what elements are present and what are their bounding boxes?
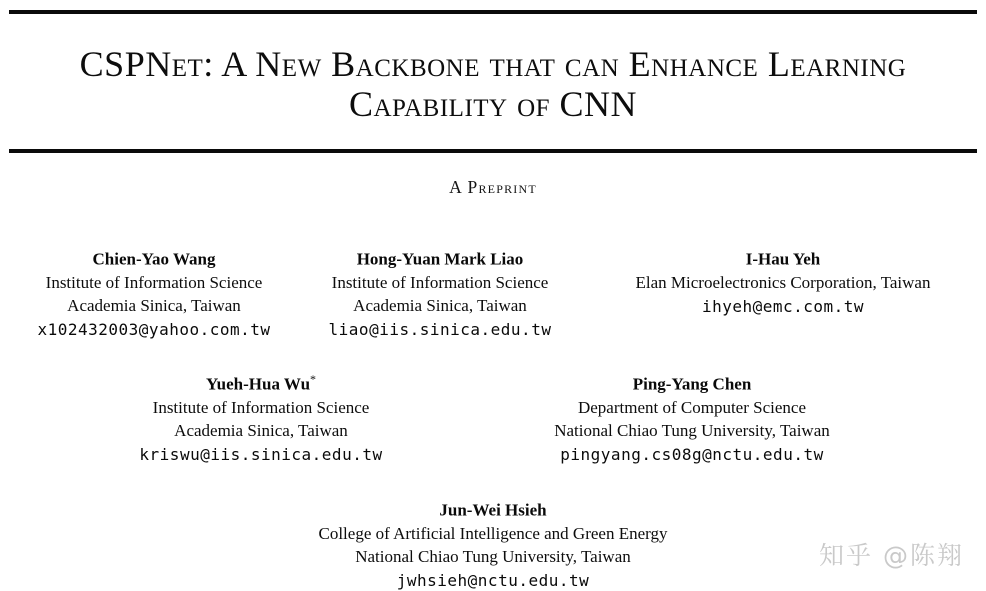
author-block <box>502 368 882 466</box>
author-name <box>593 243 973 271</box>
author-name-text: Hong-Yuan Mark Liao <box>356 249 524 269</box>
author-affiliation: National Chiao Tung University, Taiwan <box>554 420 830 440</box>
paper-title-line-1: CSPNet: A New Backbone that can Enhance Learning <box>79 44 907 84</box>
paper-title-line-2: Capability of CNN <box>348 84 638 124</box>
author-name <box>273 494 713 522</box>
author-name-text: Jun-Wei Hsieh <box>439 500 547 520</box>
author-email: liao@iis.sinica.edu.tw <box>328 319 552 339</box>
author-affiliation: National Chiao Tung University, Taiwan <box>355 546 631 566</box>
author-name-text: Chien-Yao Wang <box>92 249 216 269</box>
author-name <box>502 368 882 396</box>
top-horizontal-rule <box>9 10 977 14</box>
author-affiliation: Institute of Information Science <box>331 272 549 292</box>
author-name <box>101 368 421 396</box>
author-affiliation: Academia Sinica, Taiwan <box>67 295 241 315</box>
author-email: x102432003@yahoo.com.tw <box>37 319 271 339</box>
author-name <box>4 243 304 271</box>
author-email: kriswu@iis.sinica.edu.tw <box>139 444 383 464</box>
author-email: pingyang.cs08g@nctu.edu.tw <box>560 444 824 464</box>
paper-title <box>0 44 986 124</box>
authors-row-1 <box>0 243 986 337</box>
author-affiliation: Academia Sinica, Taiwan <box>353 295 527 315</box>
bottom-horizontal-rule <box>9 149 977 153</box>
author-affiliation: Institute of Information Science <box>152 397 370 417</box>
author-affiliation: Elan Microelectronics Corporation, Taiwan <box>635 272 931 292</box>
author-name-text: Ping-Yang Chen <box>632 374 752 394</box>
authors-row-2 <box>0 368 986 462</box>
zhihu-watermark: 知乎 @陈翔 <box>819 541 964 570</box>
author-block <box>4 243 304 341</box>
author-email: jwhsieh@nctu.edu.tw <box>396 570 590 590</box>
author-block <box>101 368 421 466</box>
author-affiliation: Department of Computer Science <box>577 397 806 417</box>
preprint-label: A Preprint <box>449 177 537 197</box>
author-name-text: I-Hau Yeh <box>745 249 821 269</box>
author-email: ihyeh@emc.com.tw <box>701 296 865 316</box>
author-affiliation: College of Artificial Intelligence and Green Energy <box>318 523 668 543</box>
author-name-text: Yueh-Hua Wu <box>205 374 311 394</box>
author-block <box>273 494 713 591</box>
author-block <box>290 243 590 341</box>
author-affiliation: Institute of Information Science <box>45 272 263 292</box>
author-name <box>290 243 590 271</box>
author-note: * <box>310 372 317 386</box>
author-affiliation: Academia Sinica, Taiwan <box>174 420 348 440</box>
author-block <box>593 243 973 318</box>
